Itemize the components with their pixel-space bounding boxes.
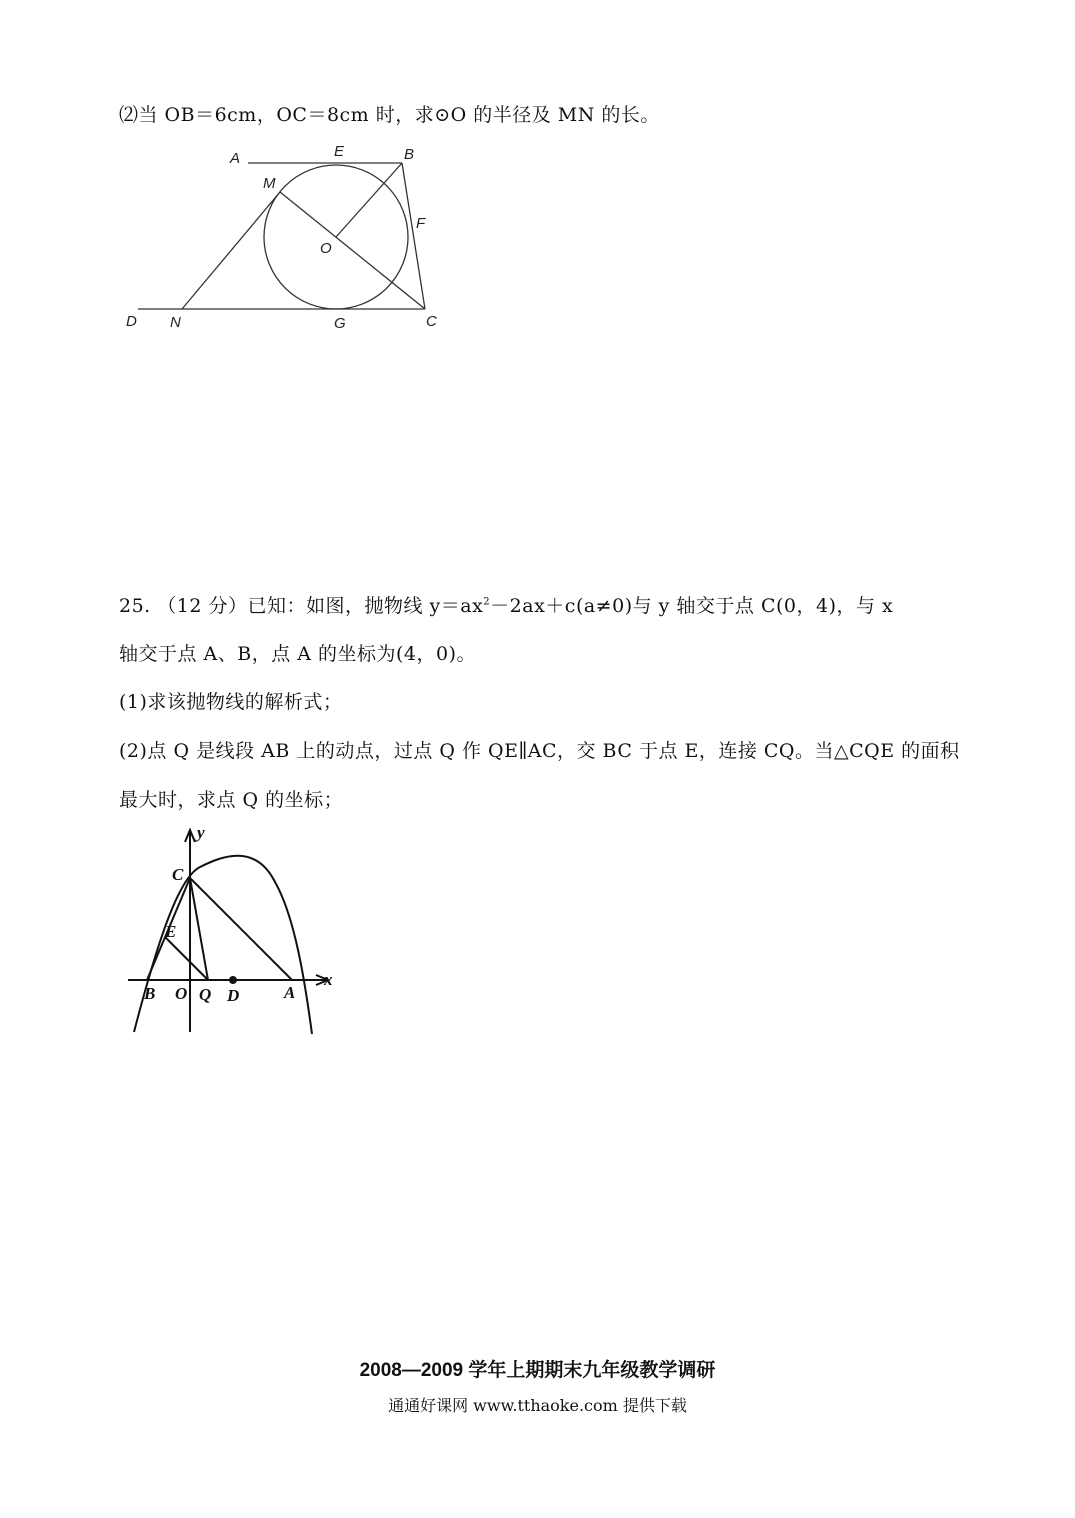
label-x: x [324,970,333,989]
label-C: C [172,865,184,884]
label-A: A [230,150,241,167]
label-F: F [416,215,426,232]
label-B: B [404,146,415,163]
q25-part2-line1: (2)点 Q 是线段 AB 上的动点，过点 Q 作 QE∥AC，交 BC 于点 E，连接 CQ。当△CQE 的面积 [119,740,960,762]
label-C: C [426,313,437,330]
label-D: D [227,986,240,1005]
label-M: M [263,175,276,192]
footer-source: 通通好课网 www.tthaoke.com 提供下载 [388,1396,687,1415]
footer-title: 2008—2009 学年上期期末九年级教学调研 [359,1360,716,1381]
q24-part2-text: ⑵当 OB＝6cm，OC＝8cm 时，求⊙O 的半径及 MN 的长。 [119,104,660,126]
point-D [229,976,237,984]
circle-trapezoid-figure [120,138,450,338]
label-O: O [320,240,332,257]
line-BC [402,163,425,309]
label-Q: Q [199,985,212,1004]
label-D: D [126,313,137,330]
label-G: G [334,315,346,332]
label-E: E [165,922,177,941]
label-y: y [197,823,205,842]
q25-line2: 轴交于点 A、B，点 A 的坐标为(4，0)。 [119,643,477,665]
q25-line1 [119,591,893,618]
parabola-figure [120,822,345,1037]
q25-line1-sup: 2 [483,596,491,608]
parabola-curve [134,856,312,1034]
q25-part1: (1)求该抛物线的解析式； [119,691,343,713]
label-A: A [284,983,296,1002]
q25-part2-line2: 最大时，求点 Q 的坐标； [119,789,344,811]
line-OB [336,163,402,237]
label-E: E [334,143,345,160]
q25-line1-a: 25. （12 分）已知：如图，抛物线 y＝ax [119,595,484,617]
label-O: O [175,984,188,1003]
label-N: N [170,314,181,331]
q25-line1-b: －2ax＋c(a≠0)与 y 轴交于点 C(0，4)，与 x [490,595,894,617]
label-B: B [144,984,156,1003]
